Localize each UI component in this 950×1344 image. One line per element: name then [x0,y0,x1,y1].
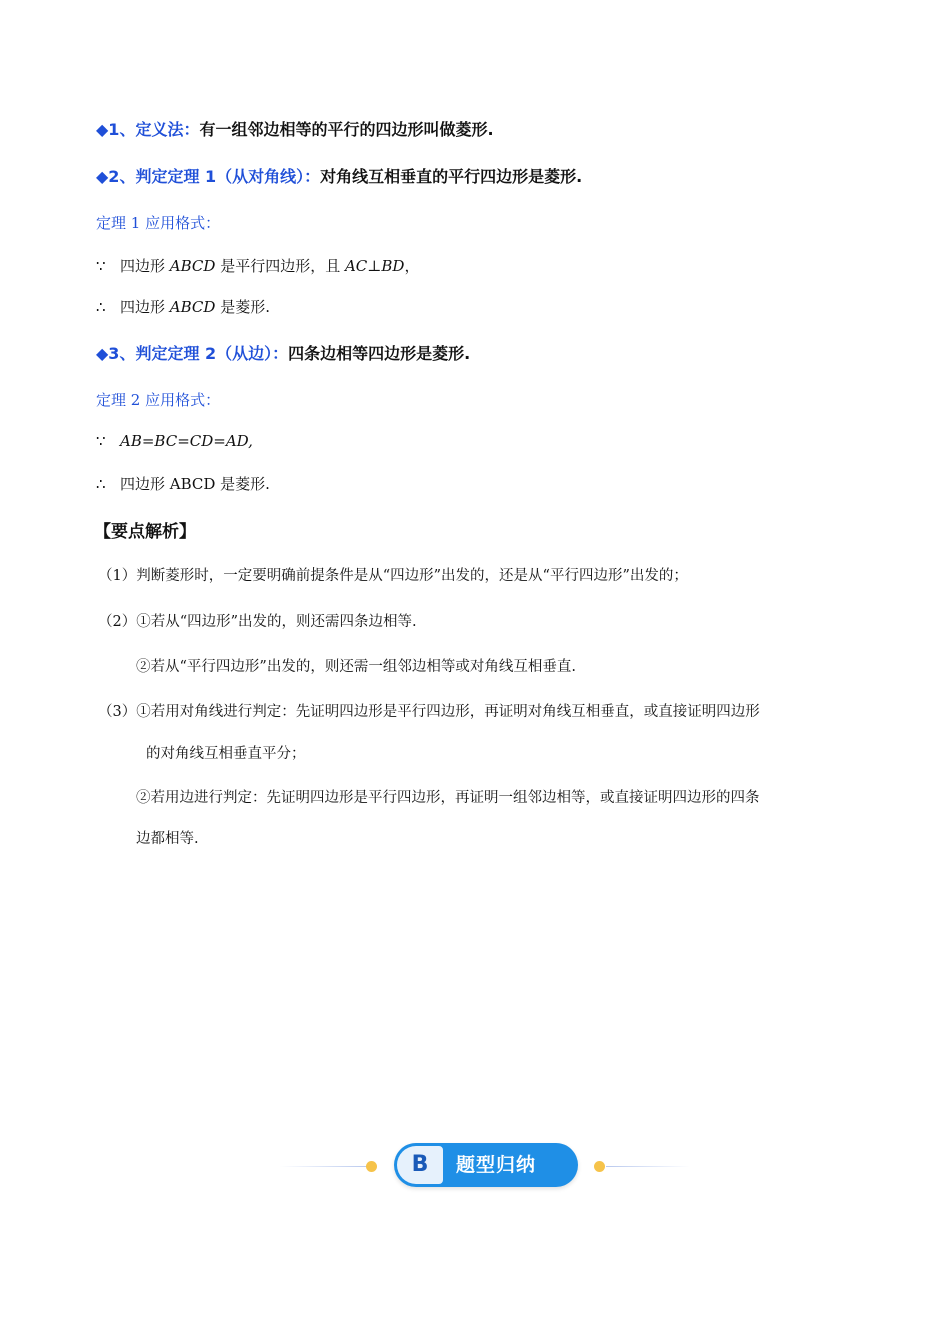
section-banner [280,1142,690,1190]
because-symbol: ∵ [96,257,106,275]
key-point-3b-line1: ②若用边进行判定：先证明四边形是平行四边形，再证明一组邻边相等，或直接证明四边形的四条 [136,790,760,806]
banner-left-dot [366,1161,377,1172]
perpendicular-symbol: ⊥ [367,257,382,275]
theorem2-format-label: 定理 2 应用格式： [96,391,221,409]
banner-right-dot [594,1161,605,1172]
key-point-2a: （2）①若从“四边形”出发的，则还需四条边相等. [98,614,417,630]
key-point-3a-line1: （3）①若用对角线进行判定：先证明四边形是平行四边形，再证明对角线互相垂直，或直接证明四边形 [98,704,760,720]
section-definition-text: 有一组邻边相等的平行的四边形叫做菱形. [199,120,494,139]
section-theorem2 [96,341,470,364]
section-definition [96,117,494,140]
banner-letter: B [397,1146,443,1184]
banner-left-rule [280,1166,368,1167]
theorem1-therefore-line [96,296,270,317]
section-theorem2-text: 四条边相等四边形是菱形. [288,344,471,363]
because-text-mid: 是平行四边形，且 [215,257,345,275]
because-symbol: ∵ [96,432,106,450]
therefore-symbol: ∴ [96,298,106,316]
banner-pill [394,1143,578,1187]
banner-right-rule [606,1166,690,1167]
section-theorem1 [96,164,582,187]
key-point-1: （1）判断菱形时，一定要明确前提条件是从“四边形”出发的，还是从“平行四边形”出发的； [98,568,688,584]
therefore-symbol: ∴ [96,475,106,493]
banner-label: 题型归纳 [456,1154,537,1176]
section-theorem2-heading: ◆3、判定定理 2（从边）： [96,344,289,363]
therefore-text-end: 是菱形. [215,298,270,316]
because-expression: AB=BC=CD=AD, [120,432,253,450]
therefore-abcd: ABCD [169,298,216,316]
therefore-text: 四边形 ABCD 是菱形. [120,475,270,493]
key-point-2b: ②若从“平行四边形”出发的，则还需一组邻边相等或对角线互相垂直. [136,659,576,675]
theorem2-therefore-line [96,473,270,494]
key-point-3a-line2: 的对角线互相垂直平分； [146,746,306,762]
because-bd: BD [381,257,405,275]
because-abcd: ABCD [169,257,216,275]
section-definition-heading: ◆1、定义法： [96,120,200,139]
key-points-title: 【要点解析】 [94,522,196,542]
theorem1-because-line [96,255,419,276]
section-theorem1-text: 对角线互相垂直的平行四边形是菱形. [320,167,583,186]
theorem2-because-line [96,432,253,450]
theorem1-format-label: 定理 1 应用格式： [96,214,221,232]
therefore-text-pre: 四边形 [120,298,170,316]
because-text-pre: 四边形 [120,257,170,275]
because-ac: AC [344,257,368,275]
key-point-3b-line2: 边都相等. [136,831,199,847]
because-text-end: ， [404,257,420,275]
section-theorem1-heading: ◆2、判定定理 1（从对角线）： [96,167,321,186]
